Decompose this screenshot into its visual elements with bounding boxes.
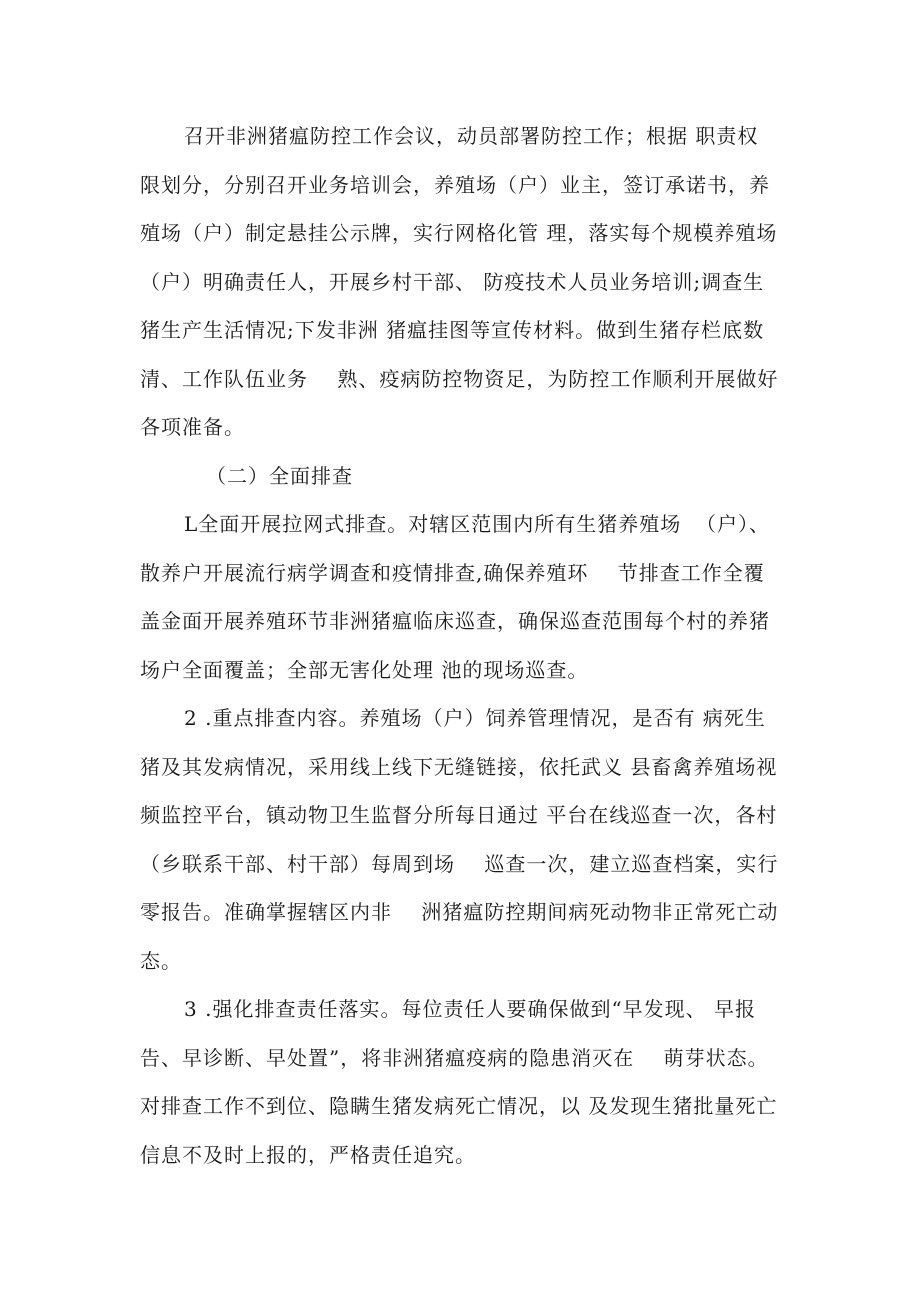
- text-line: 3 .强化排查责任落实。每位责任人要确保做到“早发现、 早报: [184, 997, 757, 1021]
- text-line: 频监控平台，镇动物卫生监督分所每日通过 平台在线巡查一次，各村: [140, 803, 778, 827]
- section-heading: [140, 452, 788, 501]
- paragraph-item-1: [140, 500, 788, 694]
- text-line: 信息不及时上报的，严格责任追究。: [140, 1142, 476, 1167]
- text-line: 盖金面开展养殖环节非洲猪瘟临床巡查，确保巡查范围每个村的养猪: [140, 609, 770, 633]
- text-line: 殖场（户）制定悬挂公示牌，实行网格化管 理，落实每个规模养殖场: [140, 221, 778, 245]
- text-line: L全面开展拉网式排查。对辖区范围内所有生猪养殖场 （户）、: [184, 512, 770, 536]
- text-line: 场户全面覆盖；全部无害化处理 池的现场巡查。: [140, 657, 589, 682]
- text-line: 猪及其发病情况，采用线上线下无缝链接，依托武义 县畜禽养殖场视: [140, 754, 778, 779]
- text-line: 清、工作队伍业务 熟、疫病防控物资足，为防控工作顺利开展做好: [140, 366, 779, 391]
- text-line: 态。: [140, 948, 182, 973]
- text-line: 对排查工作不到位、隐瞒生猪发病死亡情况，以 及发现生猪批量死亡: [140, 1094, 778, 1118]
- text-line: 告、早诊断、早处置”，将非洲猪瘟疫病的隐患消灭在 萌芽状态。: [140, 1045, 769, 1070]
- paragraph-item-2: [140, 694, 788, 985]
- paragraph-intro: [140, 112, 788, 452]
- text-line: 散养户开展流行病学调查和疫情排查,确保养殖环 节排查工作全覆: [140, 560, 765, 585]
- heading-line: （二）全面排查: [206, 463, 353, 488]
- text-line: 2 .重点排查内容。养殖场（户）饲养管理情况，是否有 病死生: [184, 706, 766, 730]
- text-line: 限划分，分别召开业务培训会，养殖场（户）业主，签订承诺书，养: [140, 172, 770, 197]
- text-line: 零报告。准确掌握辖区内非 洲猪瘟防控期间病死动物非正常死亡动: [140, 900, 779, 924]
- text-line: 各项准备。: [140, 415, 245, 439]
- document-body: [140, 112, 788, 1179]
- text-line: （乡联系干部、村干部）每周到场 巡查一次，建立巡查档案，实行: [140, 851, 779, 876]
- paragraph-item-3: [140, 985, 788, 1179]
- text-line: 猪生产生活情况;下发非洲 猪瘟挂图等宣传材料。做到生猪存栏底数: [140, 318, 765, 342]
- text-line: 召开非洲猪瘟防控工作会议，动员部署防控工作；根据 职责权: [184, 124, 759, 148]
- text-line: （户）明确责任人，开展乡村干部、 防疫技术人员业务培训;调查生: [140, 269, 765, 294]
